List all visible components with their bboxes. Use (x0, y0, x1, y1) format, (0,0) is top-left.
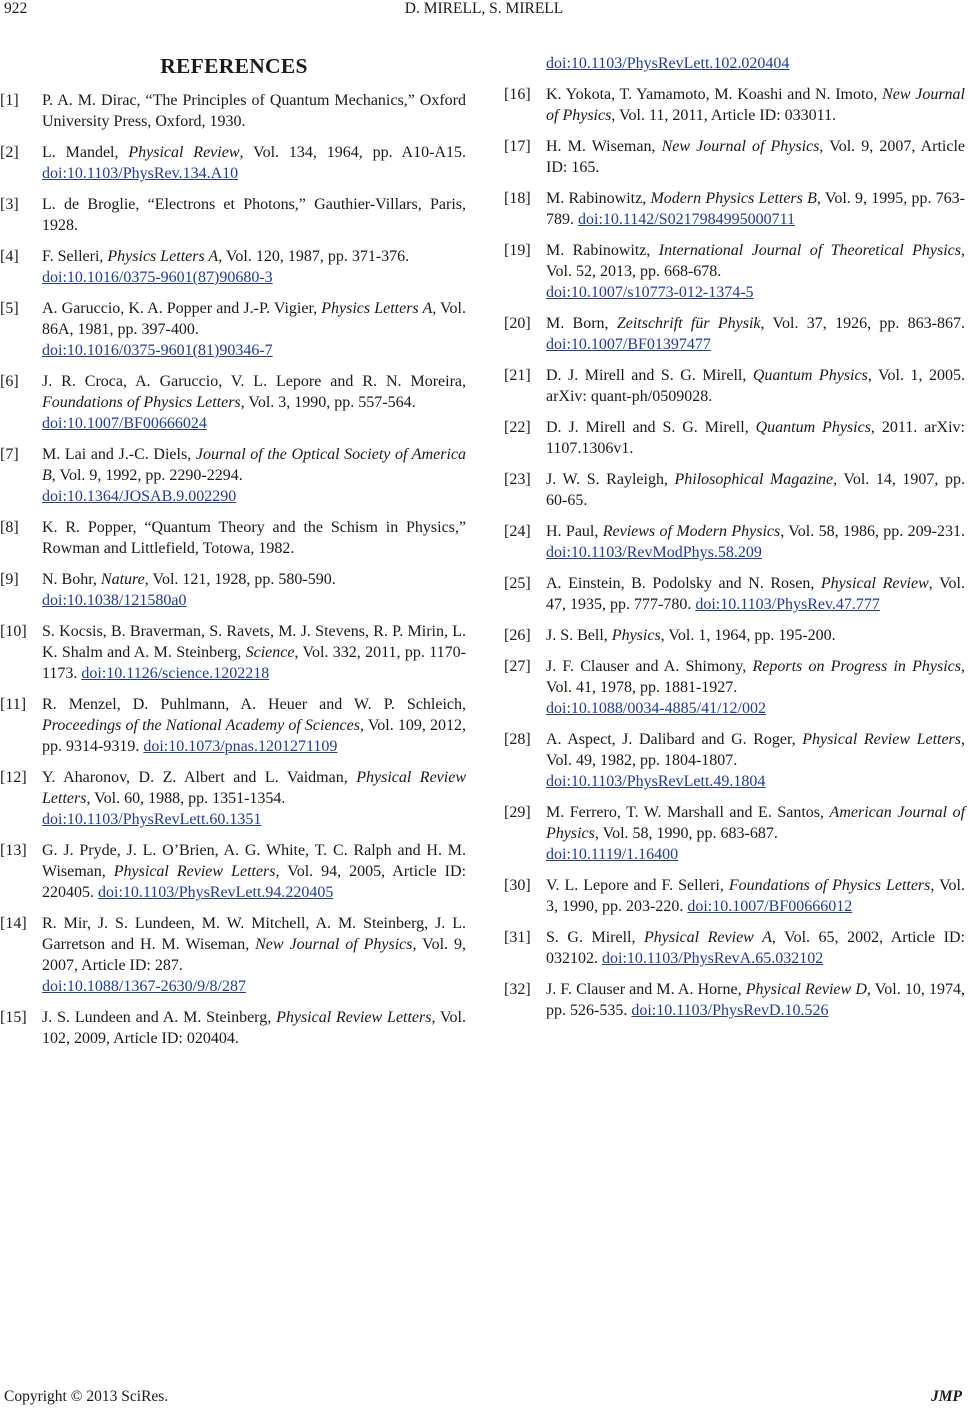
reference-item (0, 517, 466, 559)
doi-link[interactable]: doi:10.1103/RevModPhys.58.209 (546, 544, 762, 561)
citation-authors: M. Born, (546, 315, 617, 332)
citation-authors: N. Bohr, (42, 571, 101, 588)
journal-name: Physics Letters A (107, 248, 219, 265)
citation-details: , Vol. 9, 2007, Article ID: 287. (42, 936, 466, 974)
journal-abbreviation: JMP (931, 1388, 962, 1405)
citation-details: , Vol. 86A, 1981, pp. 397-400. (42, 300, 466, 338)
right-column (504, 53, 965, 1031)
reference-text (42, 767, 466, 830)
reference-text (546, 802, 965, 865)
reference-text (42, 194, 466, 236)
citation-authors: D. J. Mirell and S. G. Mirell, (546, 419, 756, 436)
references-heading: REFERENCES (160, 54, 308, 78)
doi-link[interactable]: doi:10.1073/pnas.1201271109 (143, 738, 338, 755)
reference-text (42, 246, 466, 288)
reference-item (504, 927, 965, 969)
citation-authors: J. S. Lundeen and A. M. Steinberg, (42, 1009, 277, 1026)
reference-number: [1] (0, 92, 19, 109)
doi-link[interactable]: doi:10.1007/s10773-012-1374-5 (546, 284, 754, 301)
reference-number: [15] (0, 1009, 27, 1026)
citation-details: , Vol. 60, 1988, pp. 1351-1354. (86, 790, 286, 807)
reference-number: [17] (504, 138, 531, 155)
doi-link[interactable]: doi:10.1142/S0217984995000711 (578, 211, 796, 228)
citation-authors: R. Mir, J. S. Lundeen, M. W. Mitchell, A. M. Steinberg, J. L. Garretson and H. M. Wiseman, (42, 915, 466, 953)
journal-name: Reports on Progress in Physics (752, 658, 961, 675)
citation-details: , Vol. 11, 2011, Article ID: 033011. (611, 107, 837, 124)
reference-text (546, 188, 965, 230)
reference-item (0, 194, 466, 236)
reference-item (504, 802, 965, 865)
reference-text (42, 142, 466, 184)
citation-authors: Y. Aharonov, D. Z. Albert and L. Vaidman, (42, 769, 357, 786)
doi-link[interactable]: doi:10.1007/BF00666024 (42, 415, 207, 432)
reference-number: [4] (0, 248, 19, 265)
citation-details: , Vol. 94, 2005, Article ID: 220405. (42, 863, 467, 901)
journal-name: Modern Physics Letters B (650, 190, 817, 207)
reference-text (42, 298, 466, 361)
reference-item (0, 142, 466, 184)
journal-name: Physical Review (128, 144, 240, 161)
doi-link[interactable]: doi:10.1103/PhysRevLett.94.220405 (98, 884, 334, 901)
citation-authors: J. S. Bell, (546, 627, 612, 644)
citation-text: K. R. Popper, “Quantum Theory and the Schism in Physics,” Rowman and Littlefield, Totowa, 1982. (42, 519, 466, 557)
journal-name: Foundations of Physics Letters (728, 877, 931, 894)
reference-item (504, 188, 965, 230)
citation-authors: H. Paul, (546, 523, 603, 540)
reference-item (0, 90, 466, 132)
citation-details: , Vol. 9, 2007, Article ID: 165. (546, 138, 966, 176)
right-reference-list (504, 84, 965, 1021)
doi-link[interactable]: doi:10.1103/PhysRevD.10.526 (631, 1002, 829, 1019)
citation-text: L. de Broglie, “Electrons et Photons,” Gauthier-Villars, Paris, 1928. (42, 196, 466, 234)
reference-item (0, 569, 466, 611)
reference-number: [21] (504, 367, 531, 384)
reference-item (504, 729, 965, 792)
reference-item (504, 313, 965, 355)
reference-item (0, 767, 466, 830)
reference-item (504, 521, 965, 563)
reference-number: [25] (504, 575, 531, 592)
journal-name: New Journal of Physics (255, 936, 413, 953)
reference-text (546, 240, 965, 303)
citation-details: , Vol. 1, 1964, pp. 195-200. (660, 627, 836, 644)
citation-authors: M. Rabinowitz, (546, 190, 651, 207)
reference-number: [9] (0, 571, 19, 588)
reference-number: [22] (504, 419, 531, 436)
journal-name: Proceedings of the National Academy of Sciences (42, 717, 360, 734)
citation-details: , Vol. 102, 2009, Article ID: 020404. (42, 1009, 466, 1047)
citation-authors: L. Mandel, (42, 144, 129, 161)
citation-details: , Vol. 3, 1990, pp. 203-220. (546, 877, 966, 915)
reference-number: [6] (0, 373, 19, 390)
citation-details: , Vol. 109, 2012, pp. 9314-9319. (42, 717, 466, 755)
reference-item (504, 656, 965, 719)
reference-item (0, 444, 466, 507)
doi-link[interactable]: doi:10.1103/PhysRev.47.777 (695, 596, 880, 613)
reference-text (42, 1007, 466, 1049)
journal-name: Reviews of Modern Physics (602, 523, 781, 540)
citation-authors: M. Lai and J.-C. Diels, (42, 446, 196, 463)
doi-link[interactable]: doi:10.1007/BF01397477 (546, 336, 711, 353)
doi-link[interactable]: doi:10.1103/PhysRevLett.49.1804 (546, 773, 766, 790)
reference-item (0, 371, 466, 434)
citation-details: , Vol. 10, 1974, pp. 526-535. (546, 981, 966, 1019)
reference-number: [7] (0, 446, 19, 463)
journal-name: Foundations of Physics Letters (42, 394, 241, 411)
left-reference-list (0, 90, 466, 1049)
reference-text (546, 729, 965, 792)
doi-link[interactable]: doi:10.1103/PhysRev.134.A10 (42, 165, 239, 182)
reference-number: [3] (0, 196, 19, 213)
reference-text (546, 521, 965, 563)
reference-item (504, 573, 965, 615)
doi-link[interactable]: doi:10.1119/1.16400 (546, 846, 679, 863)
reference-text (546, 927, 965, 969)
reference-number: [5] (0, 300, 19, 317)
reference-text (546, 979, 965, 1021)
citation-details: , Vol. 9, 1992, pp. 2290-2294. (51, 467, 243, 484)
doi-link[interactable]: doi:10.1088/0034-4885/41/12/002 (546, 700, 766, 717)
reference-text (42, 517, 466, 559)
citation-details: , Vol. 58, 1990, pp. 683-687. (594, 825, 778, 842)
journal-name: New Journal of Physics (661, 138, 820, 155)
citation-details: , Vol. 58, 1986, pp. 209-231. (780, 523, 966, 540)
doi-link[interactable]: doi:10.1126/science.1202218 (81, 665, 270, 682)
journal-name: Quantum Physics (755, 419, 871, 436)
reference-text (42, 913, 466, 997)
reference-text (546, 313, 965, 355)
reference-number: [11] (0, 696, 27, 713)
reference-item (504, 417, 965, 459)
doi-link[interactable]: doi:10.1103/PhysRevA.65.032102 (602, 950, 824, 967)
doi-link[interactable]: doi:10.1016/0375-9601(81)90346-7 (42, 342, 273, 359)
reference-text (546, 136, 965, 178)
doi-link[interactable]: doi:10.1364/JOSAB.9.002290 (42, 488, 237, 505)
citation-authors: K. Yokota, T. Yamamoto, M. Koashi and N. Imoto, (546, 86, 883, 103)
journal-name: Nature (100, 571, 145, 588)
reference-text (42, 371, 466, 434)
citation-details: , Vol. 49, 1982, pp. 1804-1807. (546, 731, 966, 769)
reference-item (0, 694, 466, 757)
reference-number: [16] (504, 86, 531, 103)
citation-authors: S. G. Mirell, (546, 929, 645, 946)
reference-item (504, 875, 965, 917)
reference-text (546, 573, 965, 615)
reference-number: [29] (504, 804, 531, 821)
journal-name: Science (245, 644, 295, 661)
citation-details: , 2011. arXiv: 1107.1306v1. (546, 419, 965, 457)
left-column (0, 44, 466, 1059)
reference-text (42, 694, 466, 757)
reference-number: [32] (504, 981, 531, 998)
reference-number: [13] (0, 842, 27, 859)
reference-number: [28] (504, 731, 531, 748)
reference-number: [19] (504, 242, 531, 259)
reference-number: [12] (0, 769, 27, 786)
journal-name: Physical Review (820, 575, 929, 592)
reference-text (546, 365, 965, 407)
citation-details: , Vol. 332, 2011, pp. 1170-1173. (42, 644, 466, 682)
reference-item (0, 621, 466, 684)
reference-item (504, 84, 965, 126)
reference-item (504, 469, 965, 511)
doi-link[interactable]: doi:10.1103/PhysRevLett.102.020404 (546, 55, 790, 72)
reference-item (504, 136, 965, 178)
reference-item (0, 913, 466, 997)
reference-item (0, 840, 466, 903)
doi-link[interactable]: doi:10.1007/BF00666012 (687, 898, 853, 915)
reference-text (546, 625, 965, 646)
journal-name: Physical Review Letters (42, 769, 466, 807)
journal-name: Physical Review Letters (802, 731, 962, 748)
citation-details: , Vol. 37, 1926, pp. 863-867. (760, 315, 965, 332)
reference-number: [2] (0, 144, 19, 161)
citation-authors: R. Menzel, D. Puhlmann, A. Heuer and W. P. Schleich, (42, 696, 466, 713)
reference-text (546, 469, 965, 511)
reference-text (42, 840, 466, 903)
journal-name: Philosophical Magazine (674, 471, 834, 488)
running-header (0, 0, 968, 22)
reference-item (0, 1007, 466, 1049)
citation-authors: A. Einstein, B. Podolsky and N. Rosen, (546, 575, 821, 592)
reference-text (546, 84, 965, 126)
page-footer (0, 1388, 968, 1412)
journal-name: American Journal of Physics (546, 804, 966, 842)
journal-name: International Journal of Theoretical Physics (658, 242, 961, 259)
reference-item (504, 365, 965, 407)
citation-authors: J. F. Clauser and A. Shimony, (546, 658, 753, 675)
citation-details: , Vol. 120, 1987, pp. 371-376. (218, 248, 410, 265)
journal-name: Physical Review Letters (276, 1009, 432, 1026)
doi-link[interactable]: doi:10.1088/1367-2630/9/8/287 (42, 978, 246, 995)
reference-number: [20] (504, 315, 531, 332)
reference-item (504, 979, 965, 1021)
citation-details: , Vol. 134, 1964, pp. A10-A15. (239, 144, 466, 161)
citation-details: , Vol. 3, 1990, pp. 557-564. (240, 394, 416, 411)
citation-text: P. A. M. Dirac, “The Principles of Quantum Mechanics,” Oxford University Press, Oxford, 1930. (42, 92, 466, 130)
reference-item (504, 625, 965, 646)
reference-text (42, 444, 466, 507)
journal-name: Physical Review A (644, 929, 772, 946)
reference-item (0, 246, 466, 288)
reference-item (504, 240, 965, 303)
reference-number: [14] (0, 915, 27, 932)
journal-name: New Journal of Physics (546, 86, 965, 124)
citation-authors: F. Selleri, (42, 248, 108, 265)
citation-details: , Vol. 1, 2005. arXiv: quant-ph/0509028. (546, 367, 965, 405)
doi-link[interactable]: doi:10.1016/0375-9601(87)90680-3 (42, 269, 273, 286)
citation-authors: J. W. S. Rayleigh, (546, 471, 675, 488)
citation-authors: A. Aspect, J. Dalibard and G. Roger, (546, 731, 803, 748)
reference-number: [27] (504, 658, 531, 675)
citation-details: , Vol. 14, 1907, pp. 60-65. (546, 471, 966, 509)
citation-details: , Vol. 47, 1935, pp. 777-780. (546, 575, 966, 613)
reference-text (546, 417, 965, 459)
reference-number: [31] (504, 929, 531, 946)
citation-authors: D. J. Mirell and S. G. Mirell, (546, 367, 753, 384)
reference-number: [30] (504, 877, 531, 894)
reference-number: [18] (504, 190, 531, 207)
reference-text (546, 656, 965, 719)
reference-text (42, 569, 466, 611)
reference-item (0, 298, 466, 361)
doi-link[interactable]: doi:10.1103/PhysRevLett.60.1351 (42, 811, 262, 828)
citation-authors: M. Rabinowitz, (546, 242, 659, 259)
journal-name: Physical Review D (745, 981, 867, 998)
reference-number: [8] (0, 519, 19, 536)
journal-name: Zeitschrift für Physik (616, 315, 761, 332)
reference-number: [10] (0, 623, 27, 640)
citation-authors: S. Kocsis, B. Braverman, S. Ravets, M. J. Stevens, R. P. Mirin, L. K. Shalm and A. M. Steinberg, (42, 623, 466, 661)
reference-text (546, 875, 965, 917)
citation-details: , Vol. 52, 2013, pp. 668-678. (546, 242, 965, 280)
citation-details: , Vol. 9, 1995, pp. 763-789. (546, 190, 965, 228)
citation-authors: J. F. Clauser and M. A. Horne, (546, 981, 746, 998)
running-authors: D. MIRELL, S. MIRELL (404, 0, 564, 17)
page-number: 922 (4, 0, 28, 17)
reference-number: [26] (504, 627, 531, 644)
citation-authors: A. Garuccio, K. A. Popper and J.-P. Vigier, (42, 300, 322, 317)
copyright-notice: Copyright © 2013 SciRes. (4, 1388, 169, 1405)
journal-name: Quantum Physics (752, 367, 868, 384)
journal-name: Physics Letters A (321, 300, 433, 317)
reference-number: [24] (504, 523, 531, 540)
reference-text (42, 621, 466, 684)
citation-authors: M. Ferrero, T. W. Marshall and E. Santos, (546, 804, 830, 821)
citation-authors: V. L. Lepore and F. Selleri, (546, 877, 729, 894)
citation-authors: H. M. Wiseman, (546, 138, 662, 155)
citation-authors: G. J. Pryde, J. L. O’Brien, A. G. White, T. C. Ralph and H. M. Wiseman, (42, 842, 466, 880)
citation-details: , Vol. 41, 1978, pp. 1881-1927. (546, 658, 965, 696)
journal-name: Physical Review Letters (113, 863, 276, 880)
reference-number: [23] (504, 471, 531, 488)
citation-authors: J. R. Croca, A. Garuccio, V. L. Lepore and R. N. Moreira, (42, 373, 466, 390)
citation-details: , Vol. 65, 2002, Article ID: 032102. (546, 929, 966, 967)
doi-link[interactable]: doi:10.1038/121580a0 (42, 592, 187, 609)
reference-text (42, 90, 466, 132)
journal-name: Journal of the Optical Society of America B (42, 446, 467, 484)
journal-name: Physics (611, 627, 661, 644)
citation-details: , Vol. 121, 1928, pp. 580-590. (144, 571, 336, 588)
reference-15-continuation (546, 53, 965, 74)
